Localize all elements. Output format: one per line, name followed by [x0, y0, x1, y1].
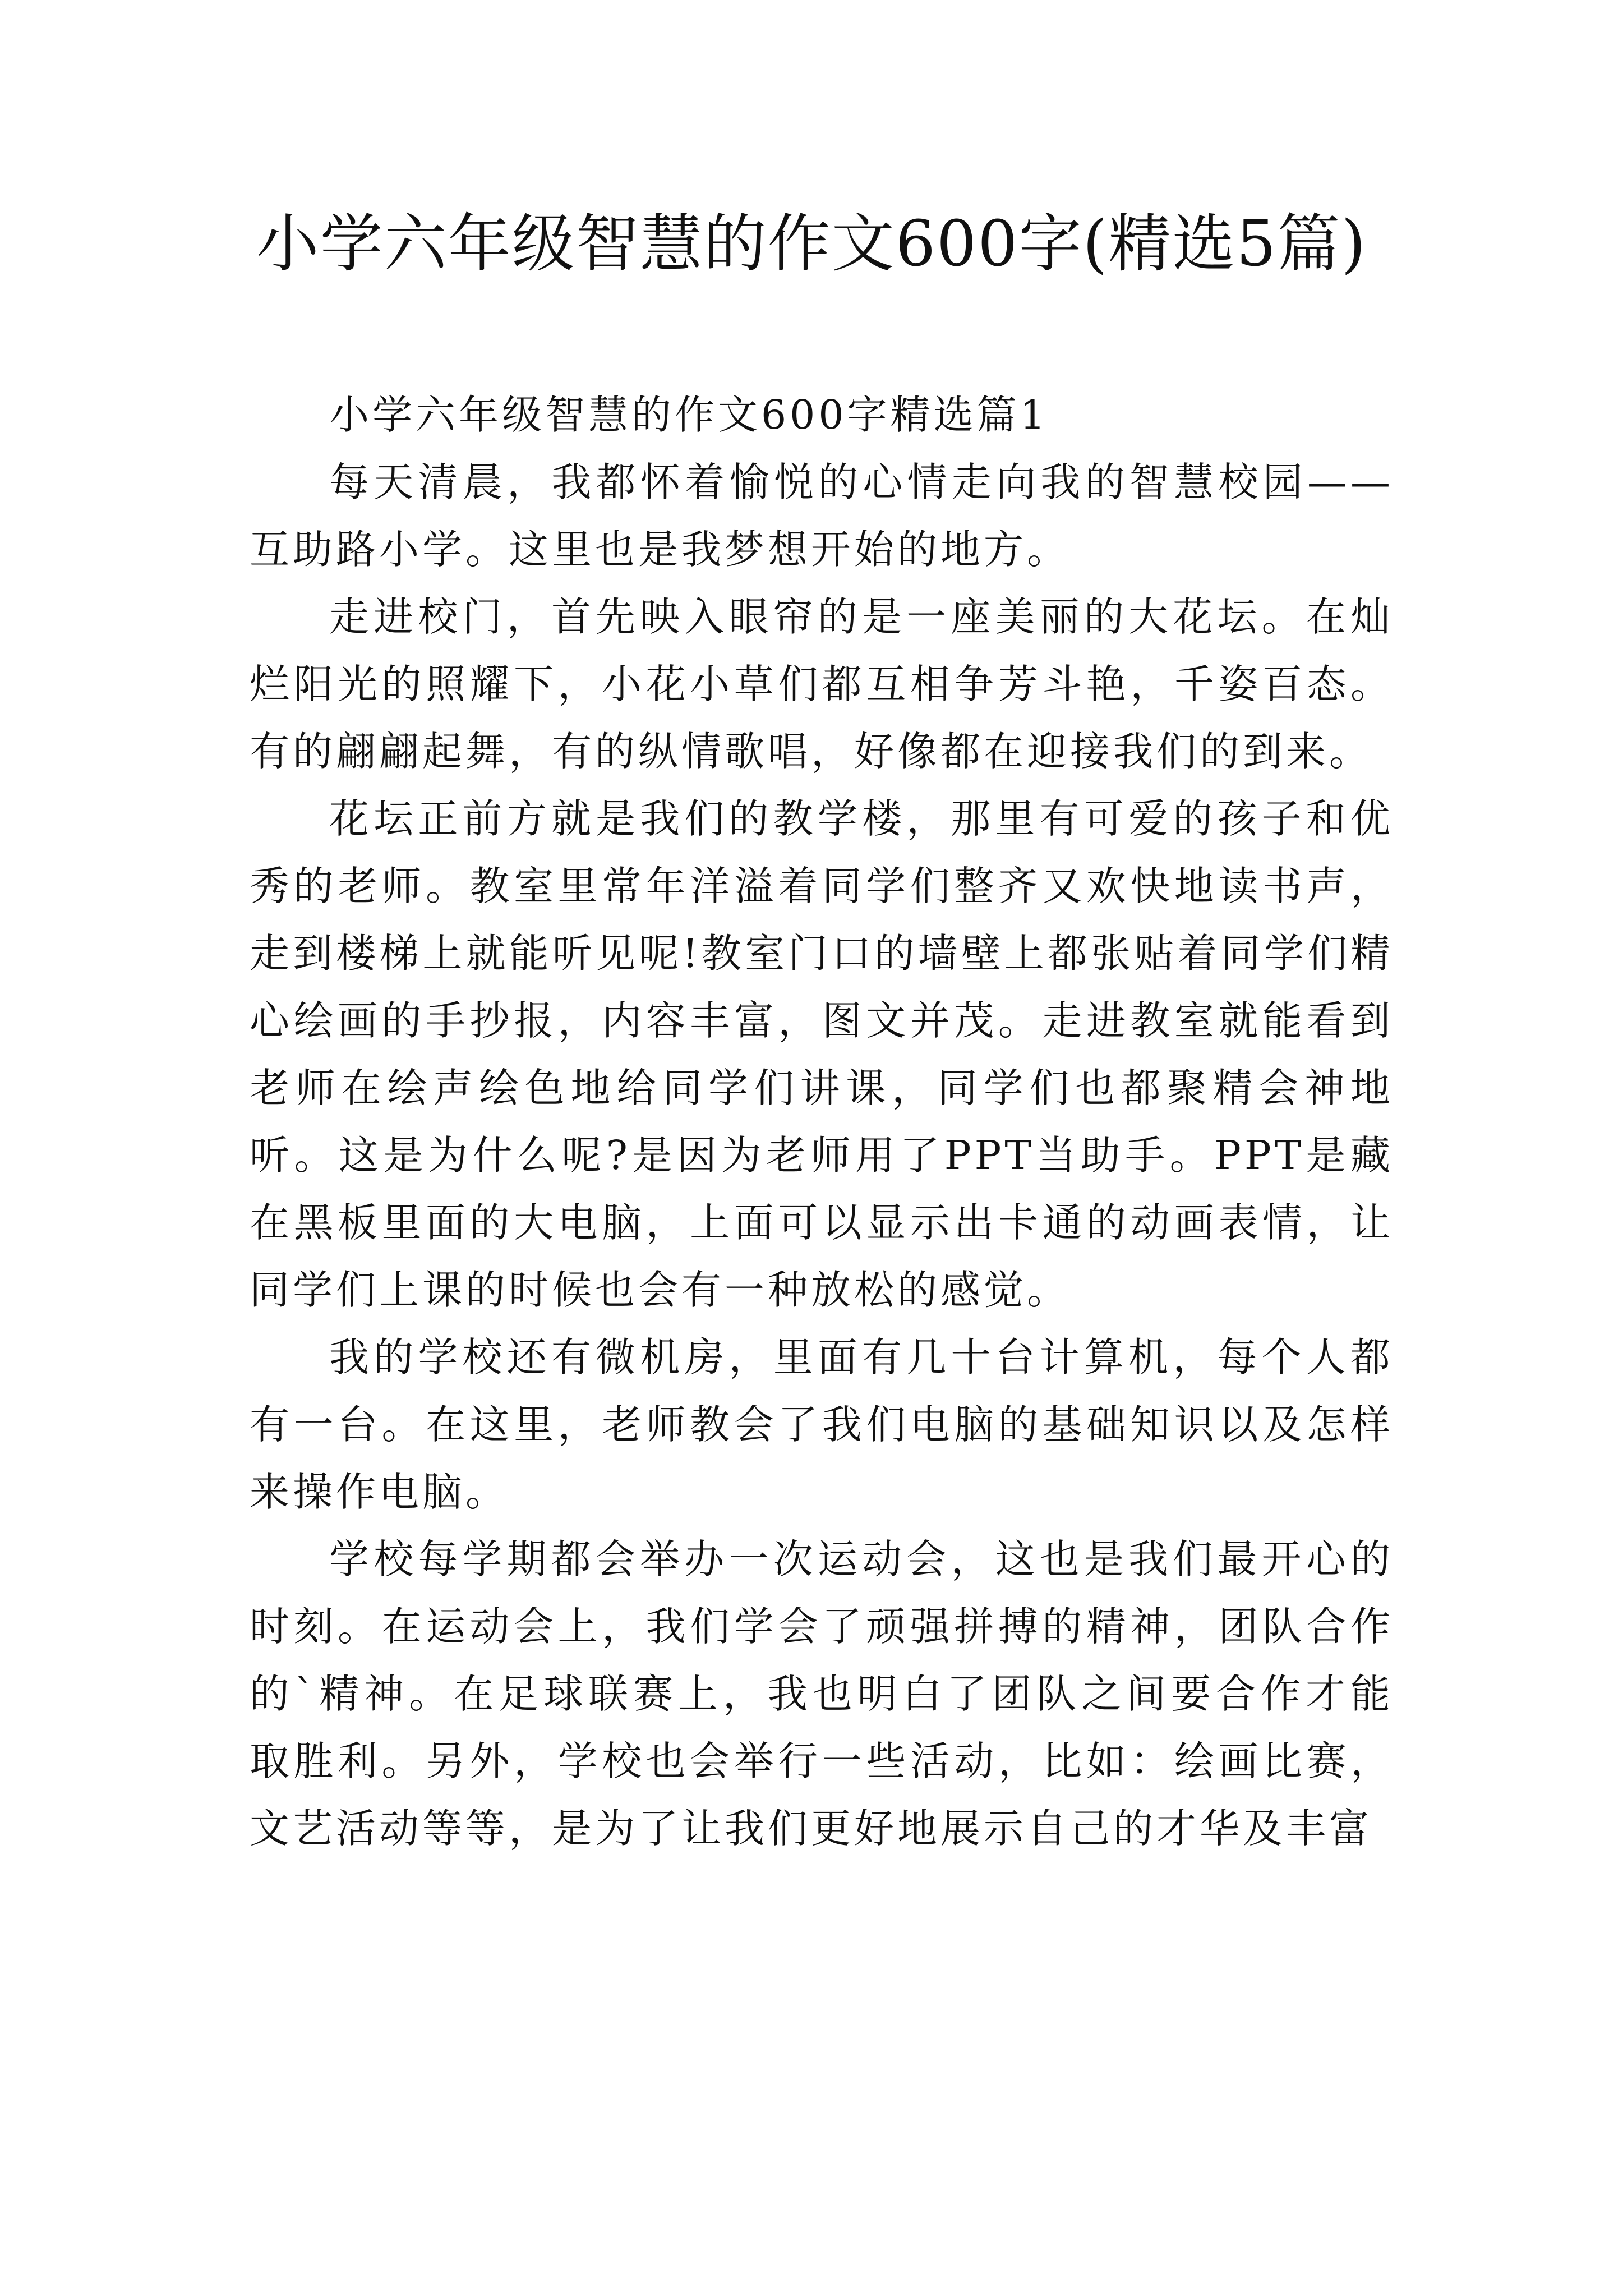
paragraph: 每天清晨，我都怀着愉悦的心情走向我的智慧校园——互助路小学。这里也是我梦想开始的地方。 [250, 459, 1394, 573]
document-body [250, 381, 1394, 1862]
paragraph: 花坛正前方就是我们的教学楼，那里有可爱的孩子和优秀的老师。教室里常年洋溢着同学们整齐又欢快地读书声，走到楼梯上就能听见呢!教室门口的墙壁上都张贴着同学们精心绘画的手抄报，内容丰富，图文并茂。走进教室就能看到老师在绘声绘色地给同学们讲课，同学们也都聚精会神地听。这是为什么呢?是因为老师用了PPT当助手。PPT是藏在黑板里面的大电脑，上面可以显示出卡通的动画表情，让同学们上课的时候也会有一种放松的感觉。 [250, 795, 1394, 1313]
paragraph: 学校每学期都会举办一次运动会，这也是我们最开心的时刻。在运动会上，我们学会了顽强拼搏的精神，团队合作的`精神。在足球联赛上，我也明白了团队之间要合作才能取胜利。另外，学校也会举行一些活动，比如：绘画比赛，文艺活动等等，是为了让我们更好地展示自己的才华及丰富 [250, 1536, 1394, 1852]
section-heading: 小学六年级智慧的作文600字精选篇1 [329, 392, 1049, 438]
paragraph: 我的学校还有微机房，里面有几十台计算机，每个人都有一台。在这里，老师教会了我们电脑的基础知识以及怎样来操作电脑。 [250, 1334, 1394, 1515]
paragraph: 走进校门，首先映入眼帘的是一座美丽的大花坛。在灿烂阳光的照耀下，小花小草们都互相争芳斗艳，千姿百态。有的翩翩起舞，有的纵情歌唱，好像都在迎接我们的到来。 [250, 593, 1394, 775]
document-title: 小学六年级智慧的作文600字(精选5篇) [256, 208, 1367, 280]
